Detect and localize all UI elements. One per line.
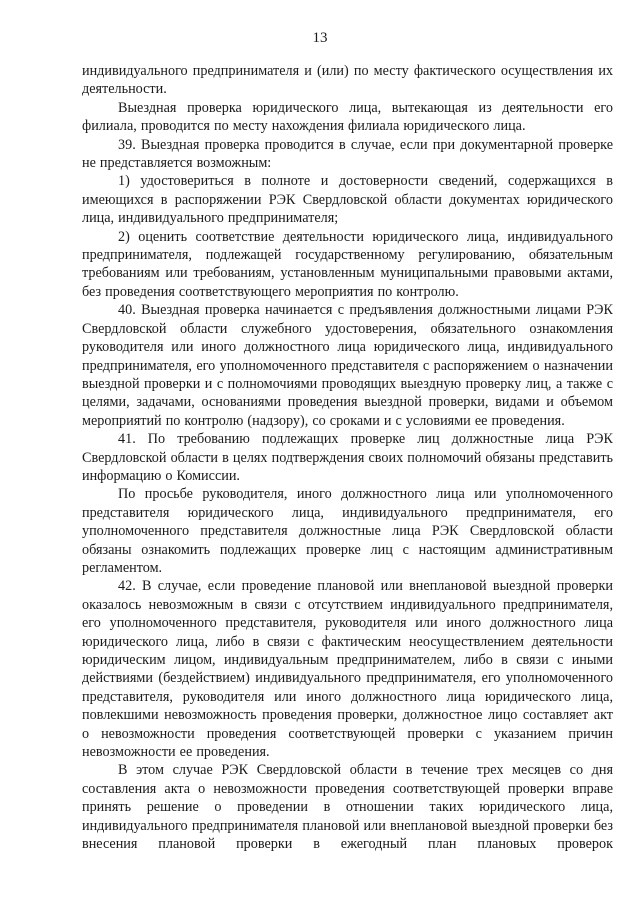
paragraph-branch-inspection: Выездная проверка юридического лица, вытекающая из деятельности его филиала, проводится по месту нахождения филиала юридического лица. xyxy=(82,99,613,135)
paragraph-40: 40. Выездная проверка начинается с предъявления должностными лицами РЭК Свердловской области служебного удостоверения, обязательного ознакомления руководителя или иного должностного лица юридического лица, индивидуального предпринимателя, его уполномоченного представителя с распоряжением о назначении выездной проверки и с полномочиями проводящих выездную проверку лиц, а также с целями, задачами, основаниями проведения выездной проверки, видами и объемом мероприятий по контролю (надзору), со сроками и с условиями ее проведения. xyxy=(82,302,613,429)
paragraph-continuation: индивидуального предпринимателя и (или) по месту фактического осуществления их деятельности. xyxy=(82,63,613,98)
paragraph-39-item-1: 1) удостовериться в полноте и достоверности сведений, содержащихся в имеющихся в распоряжении РЭК Свердловской области документах юридического лица, индивидуального предпринимателя; xyxy=(82,173,613,227)
document-body xyxy=(82,62,613,853)
page-number: 13 xyxy=(312,30,328,46)
paragraph-42-continuation: В этом случае РЭК Свердловской области в течение трех месяцев со дня составления акта о невозможности проведения соответствующей проверки вправе принять решение о проведении в отношении таких юридического лица, индивидуального предпринимателя плановой или внеплановой выездной проверки без внесения плановой проверки в ежегодный план плановых проверок xyxy=(82,762,613,853)
paragraph-42: 42. В случае, если проведение плановой или внеплановой выездной проверки оказалось невозможным в связи с отсутствием индивидуального предпринимателя, его уполномоченного представителя, руководителя или иного должностного лица юридического лица, либо в связи с фактическим неосуществлением деятельности юридическим лицом, индивидуальным предпринимателем, либо в связи с иными действиями (бездействием) индивидуального предпринимателя, его уполномоченного представителя, руководителя или иного должностного лица юридического лица, повлекшими невозможность проведения проверки, должностное лицо составляет акт о невозможности проведения соответствующей проверки с указанием причин невозможности ее проведения. xyxy=(82,578,613,761)
paragraph-39-item-2: 2) оценить соответствие деятельности юридического лица, индивидуального предпринимателя, подлежащей государственному регулированию, обязательным требованиям или требованиям, установленным муниципальными правовыми актами, без проведения соответствующего мероприятия по контролю. xyxy=(82,228,613,300)
paragraph-41-request: По просьбе руководителя, иного должностного лица или уполномоченного представителя юридического лица, индивидуального предпринимателя, его уполномоченного представителя должностные лица РЭК Свердловской области обязаны ознакомить подлежащих проверке лиц с настоящим административным регламентом. xyxy=(82,486,613,576)
paragraph-39: 39. Выездная проверка проводится в случае, если при документарной проверке не представляется возможным: xyxy=(82,136,613,172)
paragraph-41: 41. По требованию подлежащих проверке лиц должностные лица РЭК Свердловской области в целях подтверждения своих полномочий обязаны представить информацию о Комиссии. xyxy=(82,431,613,484)
